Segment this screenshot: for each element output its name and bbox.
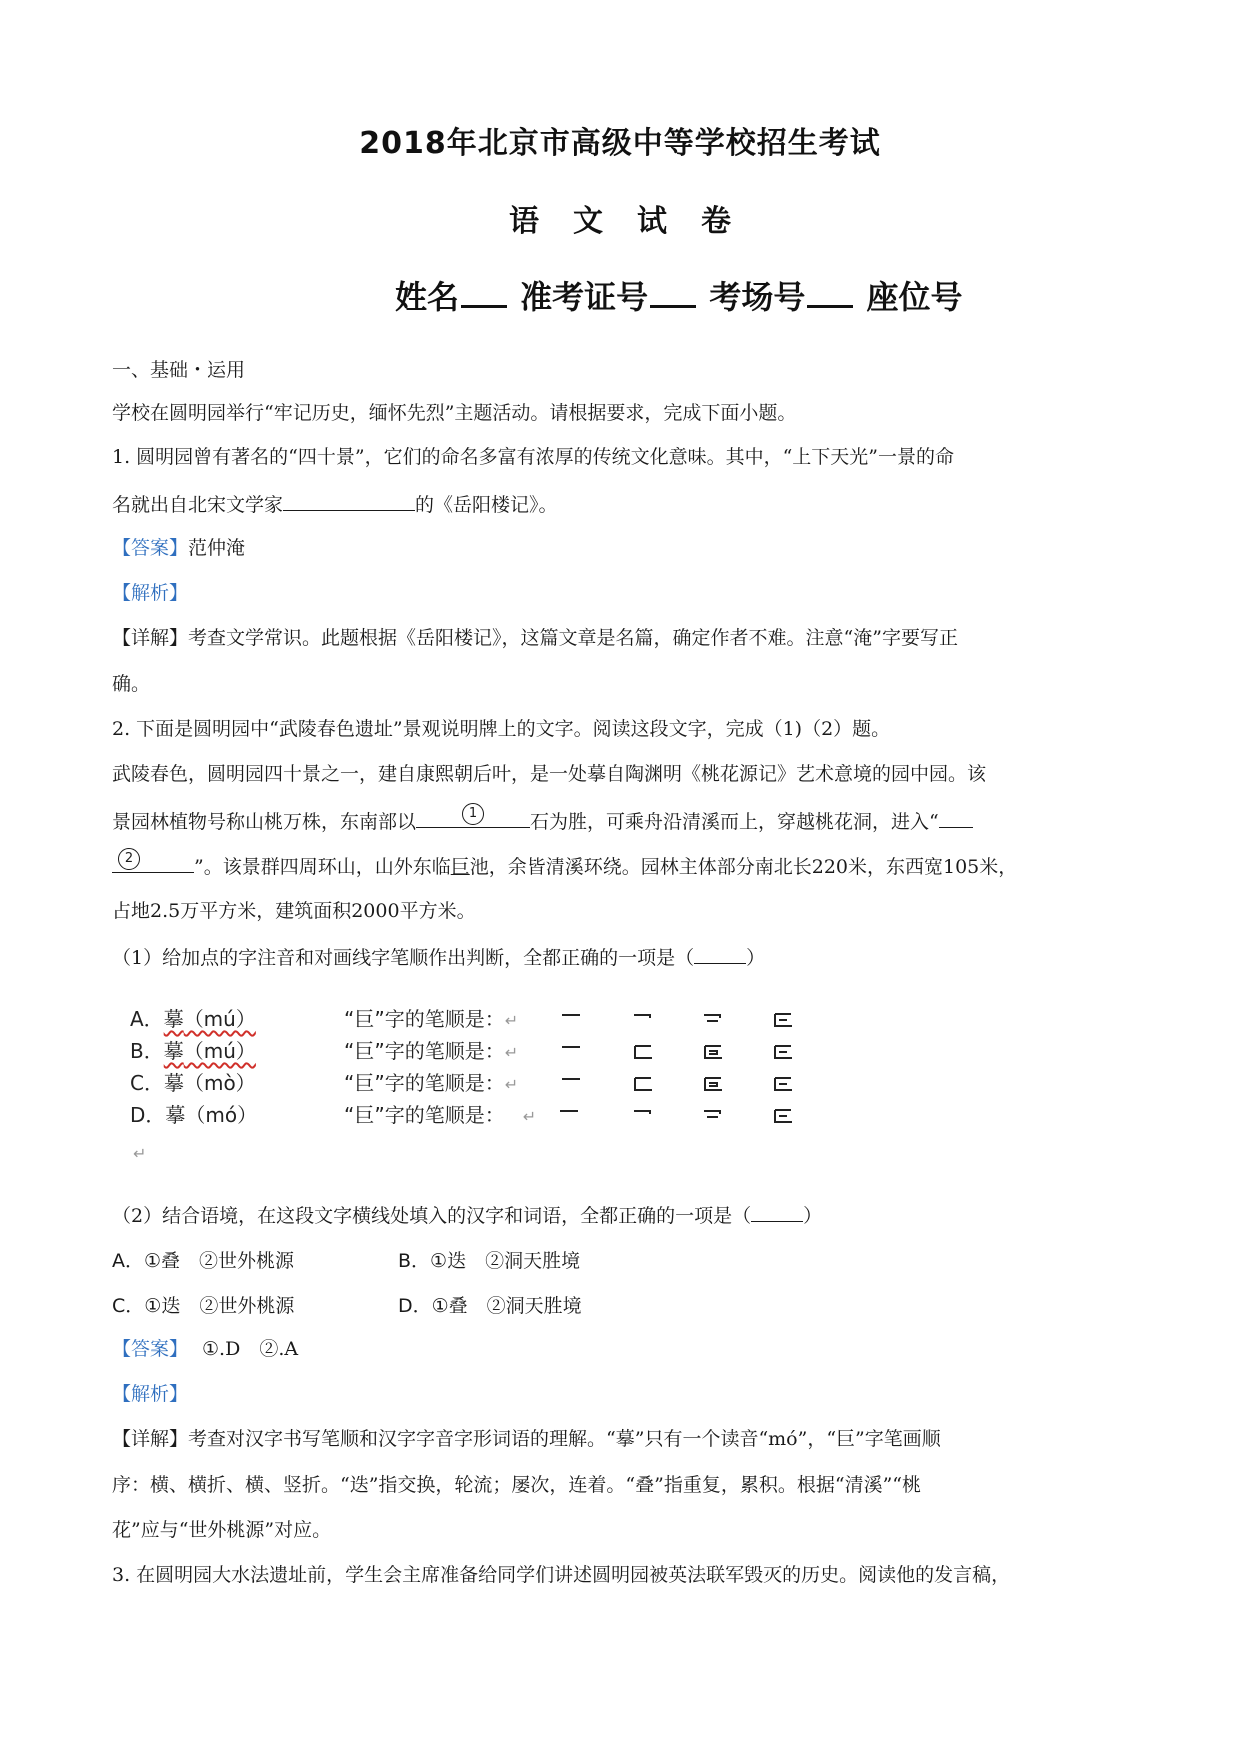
q2-passage-line2-mid: 石为胜，可乘舟沿清溪而上，穿越桃花洞，进入“	[530, 811, 939, 833]
field-seat-label: 座位号	[866, 278, 963, 316]
option-b-label: B．	[130, 1039, 164, 1063]
q1-detail-label: 【详解】	[112, 627, 189, 649]
option-c	[130, 1067, 256, 1099]
stroke-2-icon	[630, 1070, 656, 1096]
q2-passage-line1: 武陵春色，圆明园四十景之一，建自康熙朝后叶，是一处摹自陶渊明《桃花源记》艺术意境的园中园。该	[112, 763, 987, 785]
option-b-prefix-text: “巨”字的笔顺是：	[344, 1039, 505, 1063]
q2-answer-value: ①.D ②.A	[202, 1338, 299, 1360]
option-d-label: D．	[130, 1103, 166, 1127]
underlined-ju-char: 巨	[450, 856, 470, 878]
option-b	[130, 1035, 256, 1067]
q1-answer-blank	[283, 490, 415, 511]
stroke-1-icon	[558, 1038, 584, 1064]
q2-text-line1: 2. 下面是圆明园中“武陵春色遗址”景观说明牌上的文字。阅读这段文字，完成（1)（2）题。	[112, 718, 891, 740]
choice-a-text: ①叠 ②世外桃源	[144, 1250, 295, 1272]
choice-d-text: ①叠 ②洞天胜境	[431, 1295, 582, 1317]
option-a-char: 摹	[163, 1007, 184, 1031]
blank-2-start	[939, 807, 973, 828]
q2-passage-line2	[112, 807, 973, 835]
q2-sub1-text: （1）给加点的字注音和对画线字笔顺作出判断，全都正确的一项是（	[112, 947, 695, 969]
stroke-3-icon	[700, 1102, 726, 1128]
option-c-prefix	[344, 1067, 518, 1101]
return-mark-icon: ↵	[504, 1043, 519, 1062]
option-b-pinyin: （mú）	[183, 1039, 256, 1063]
exam-subtitle: 语文试卷	[509, 204, 765, 239]
stroke-1-icon	[558, 1006, 584, 1032]
stroke-3-icon	[700, 1006, 726, 1032]
choice-b-label: B．	[398, 1250, 431, 1272]
choice-a-label: A．	[112, 1250, 144, 1272]
stroke-2-icon	[630, 1102, 656, 1128]
section-heading: 一、基础・运用	[112, 359, 246, 381]
q2-detail-text: 考查对汉字书写笔顺和汉字字音字形词语的理解。“摹”只有一个读音“mó”，“巨”字笔画顺	[188, 1428, 941, 1450]
q2-detail-line2: 序：横、横折、横、竖折。“迭”指交换，轮流；屡次，连着。“叠”指重复，累积。根据“清溪”“桃	[112, 1474, 921, 1496]
stroke-3-icon	[700, 1070, 726, 1096]
option-a-prefix	[344, 1003, 518, 1037]
q1-line2-post: 的《岳阳楼记》。	[415, 494, 558, 516]
stroke-1-icon	[558, 1070, 584, 1096]
q2-passage-line2-pre: 景园林植物号称山桃万株，东南部以	[112, 811, 417, 833]
field-exam-id-label: 准考证号	[520, 278, 649, 316]
stroke-1-icon	[558, 1102, 584, 1128]
choice-d-label: D．	[398, 1295, 432, 1317]
blank-1	[416, 807, 530, 828]
q2-sub2-blank	[751, 1201, 803, 1222]
q2-analysis-label: 【解析】	[112, 1383, 189, 1405]
q2-sub1-blank	[694, 943, 746, 964]
field-name-label: 姓名	[395, 278, 460, 316]
q1-detail-text: 考查文学常识。此题根据《岳阳楼记》，这篇文章是名篇，确定作者不难。注意“淹”字要写正	[188, 627, 958, 649]
q2-answer-label: 【答案】	[112, 1338, 189, 1360]
stroke-4-icon	[770, 1102, 796, 1128]
q2-passage-line3	[112, 852, 1017, 880]
option-d-prefix-text: “巨”字的笔顺是：	[344, 1103, 505, 1127]
stroke-2-icon	[630, 1006, 656, 1032]
choice-b	[398, 1246, 580, 1273]
choice-a	[112, 1246, 294, 1273]
q2-passage-line3-post: ”。该景群四周环山，山外东临	[194, 856, 451, 878]
q2-detail-line3: 花”应与“世外桃源”对应。	[112, 1519, 332, 1541]
q2-sub2-text: （2）结合语境，在这段文字横线处填入的汉字和词语，全都正确的一项是（	[112, 1205, 752, 1227]
return-mark-icon: ↵	[133, 1144, 147, 1163]
q2-sub1-end: ）	[746, 947, 766, 969]
option-d	[130, 1099, 257, 1131]
q2-sub2-end: ）	[803, 1205, 823, 1227]
q1-answer-label: 【答案】	[112, 537, 189, 559]
stroke-4-icon	[770, 1070, 796, 1096]
stroke-4-icon	[770, 1038, 796, 1064]
q1-detail-line1	[112, 625, 958, 651]
return-mark-icon: ↵	[504, 1011, 519, 1030]
q2-passage-line3-end: 池，余皆清溪环绕。园林主体部分南北长220米，东西宽105米，	[469, 856, 1018, 878]
choice-c-label: C．	[112, 1295, 145, 1317]
circle-2-marker: 2	[118, 848, 140, 870]
option-d-prefix	[344, 1099, 536, 1133]
field-room-blank	[807, 279, 853, 308]
stroke-2-icon	[630, 1038, 656, 1064]
field-name-blank	[461, 279, 507, 308]
field-exam-id-blank	[650, 279, 696, 308]
q2-passage-line4: 占地2.5万平方米，建筑面积2000平方米。	[112, 900, 476, 922]
choice-d	[398, 1291, 582, 1318]
choice-c-text: ①迭 ②世外桃源	[144, 1295, 295, 1317]
field-room-label: 考场号	[709, 278, 806, 316]
q2-answer	[112, 1336, 298, 1362]
q1-line2-pre: 名就出自北宋文学家	[112, 494, 284, 516]
stroke-3-icon	[700, 1038, 726, 1064]
candidate-info-fields	[395, 272, 962, 318]
option-c-label: C．	[130, 1071, 164, 1095]
q2-detail-line1	[112, 1426, 941, 1452]
choice-b-text: ①迭 ②洞天胜境	[430, 1250, 581, 1272]
q1-detail-line2: 确。	[112, 673, 151, 695]
option-c-pinyin: （mò）	[183, 1071, 256, 1095]
q1-answer-value: 范仲淹	[188, 537, 246, 559]
q2-detail-label: 【详解】	[112, 1428, 189, 1450]
q1-text-line1: 1. 圆明园曾有著名的“四十景”，它们的命名多富有浓厚的传统文化意味。其中，“上下天光”一景的命	[112, 446, 955, 468]
option-a-prefix-text: “巨”字的笔顺是：	[344, 1007, 505, 1031]
option-b-char: 摹	[163, 1039, 184, 1063]
circle-1-marker: 1	[462, 803, 484, 825]
return-mark-icon: ↵	[522, 1107, 537, 1126]
blank-2	[112, 852, 194, 873]
option-d-pinyin: （mó）	[185, 1103, 258, 1127]
option-a-label: A．	[130, 1007, 164, 1031]
option-c-prefix-text: “巨”字的笔顺是：	[344, 1071, 505, 1095]
option-a-pinyin: （mú）	[183, 1007, 256, 1031]
stroke-4-icon	[770, 1006, 796, 1032]
option-c-char: 摹	[163, 1071, 184, 1095]
option-a	[130, 1003, 256, 1035]
section-intro: 学校在圆明园举行“牢记历史，缅怀先烈”主题活动。请根据要求，完成下面小题。	[112, 402, 797, 424]
return-mark-icon: ↵	[504, 1075, 519, 1094]
q2-sub1-question	[112, 943, 765, 971]
q1-text-line2	[112, 490, 558, 518]
option-b-prefix	[344, 1035, 518, 1069]
q1-analysis-label: 【解析】	[112, 582, 189, 604]
choice-c	[112, 1291, 294, 1318]
q1-answer	[112, 535, 245, 561]
q2-sub2-question	[112, 1201, 822, 1229]
q3-text-line1: 3. 在圆明园大水法遗址前，学生会主席准备给同学们讲述圆明园被英法联军毁灭的历史。阅读他的发言稿，	[112, 1564, 1011, 1586]
exam-title: 2018年北京市高级中等学校招生考试	[359, 126, 881, 161]
option-d-char: 摹	[165, 1103, 186, 1127]
